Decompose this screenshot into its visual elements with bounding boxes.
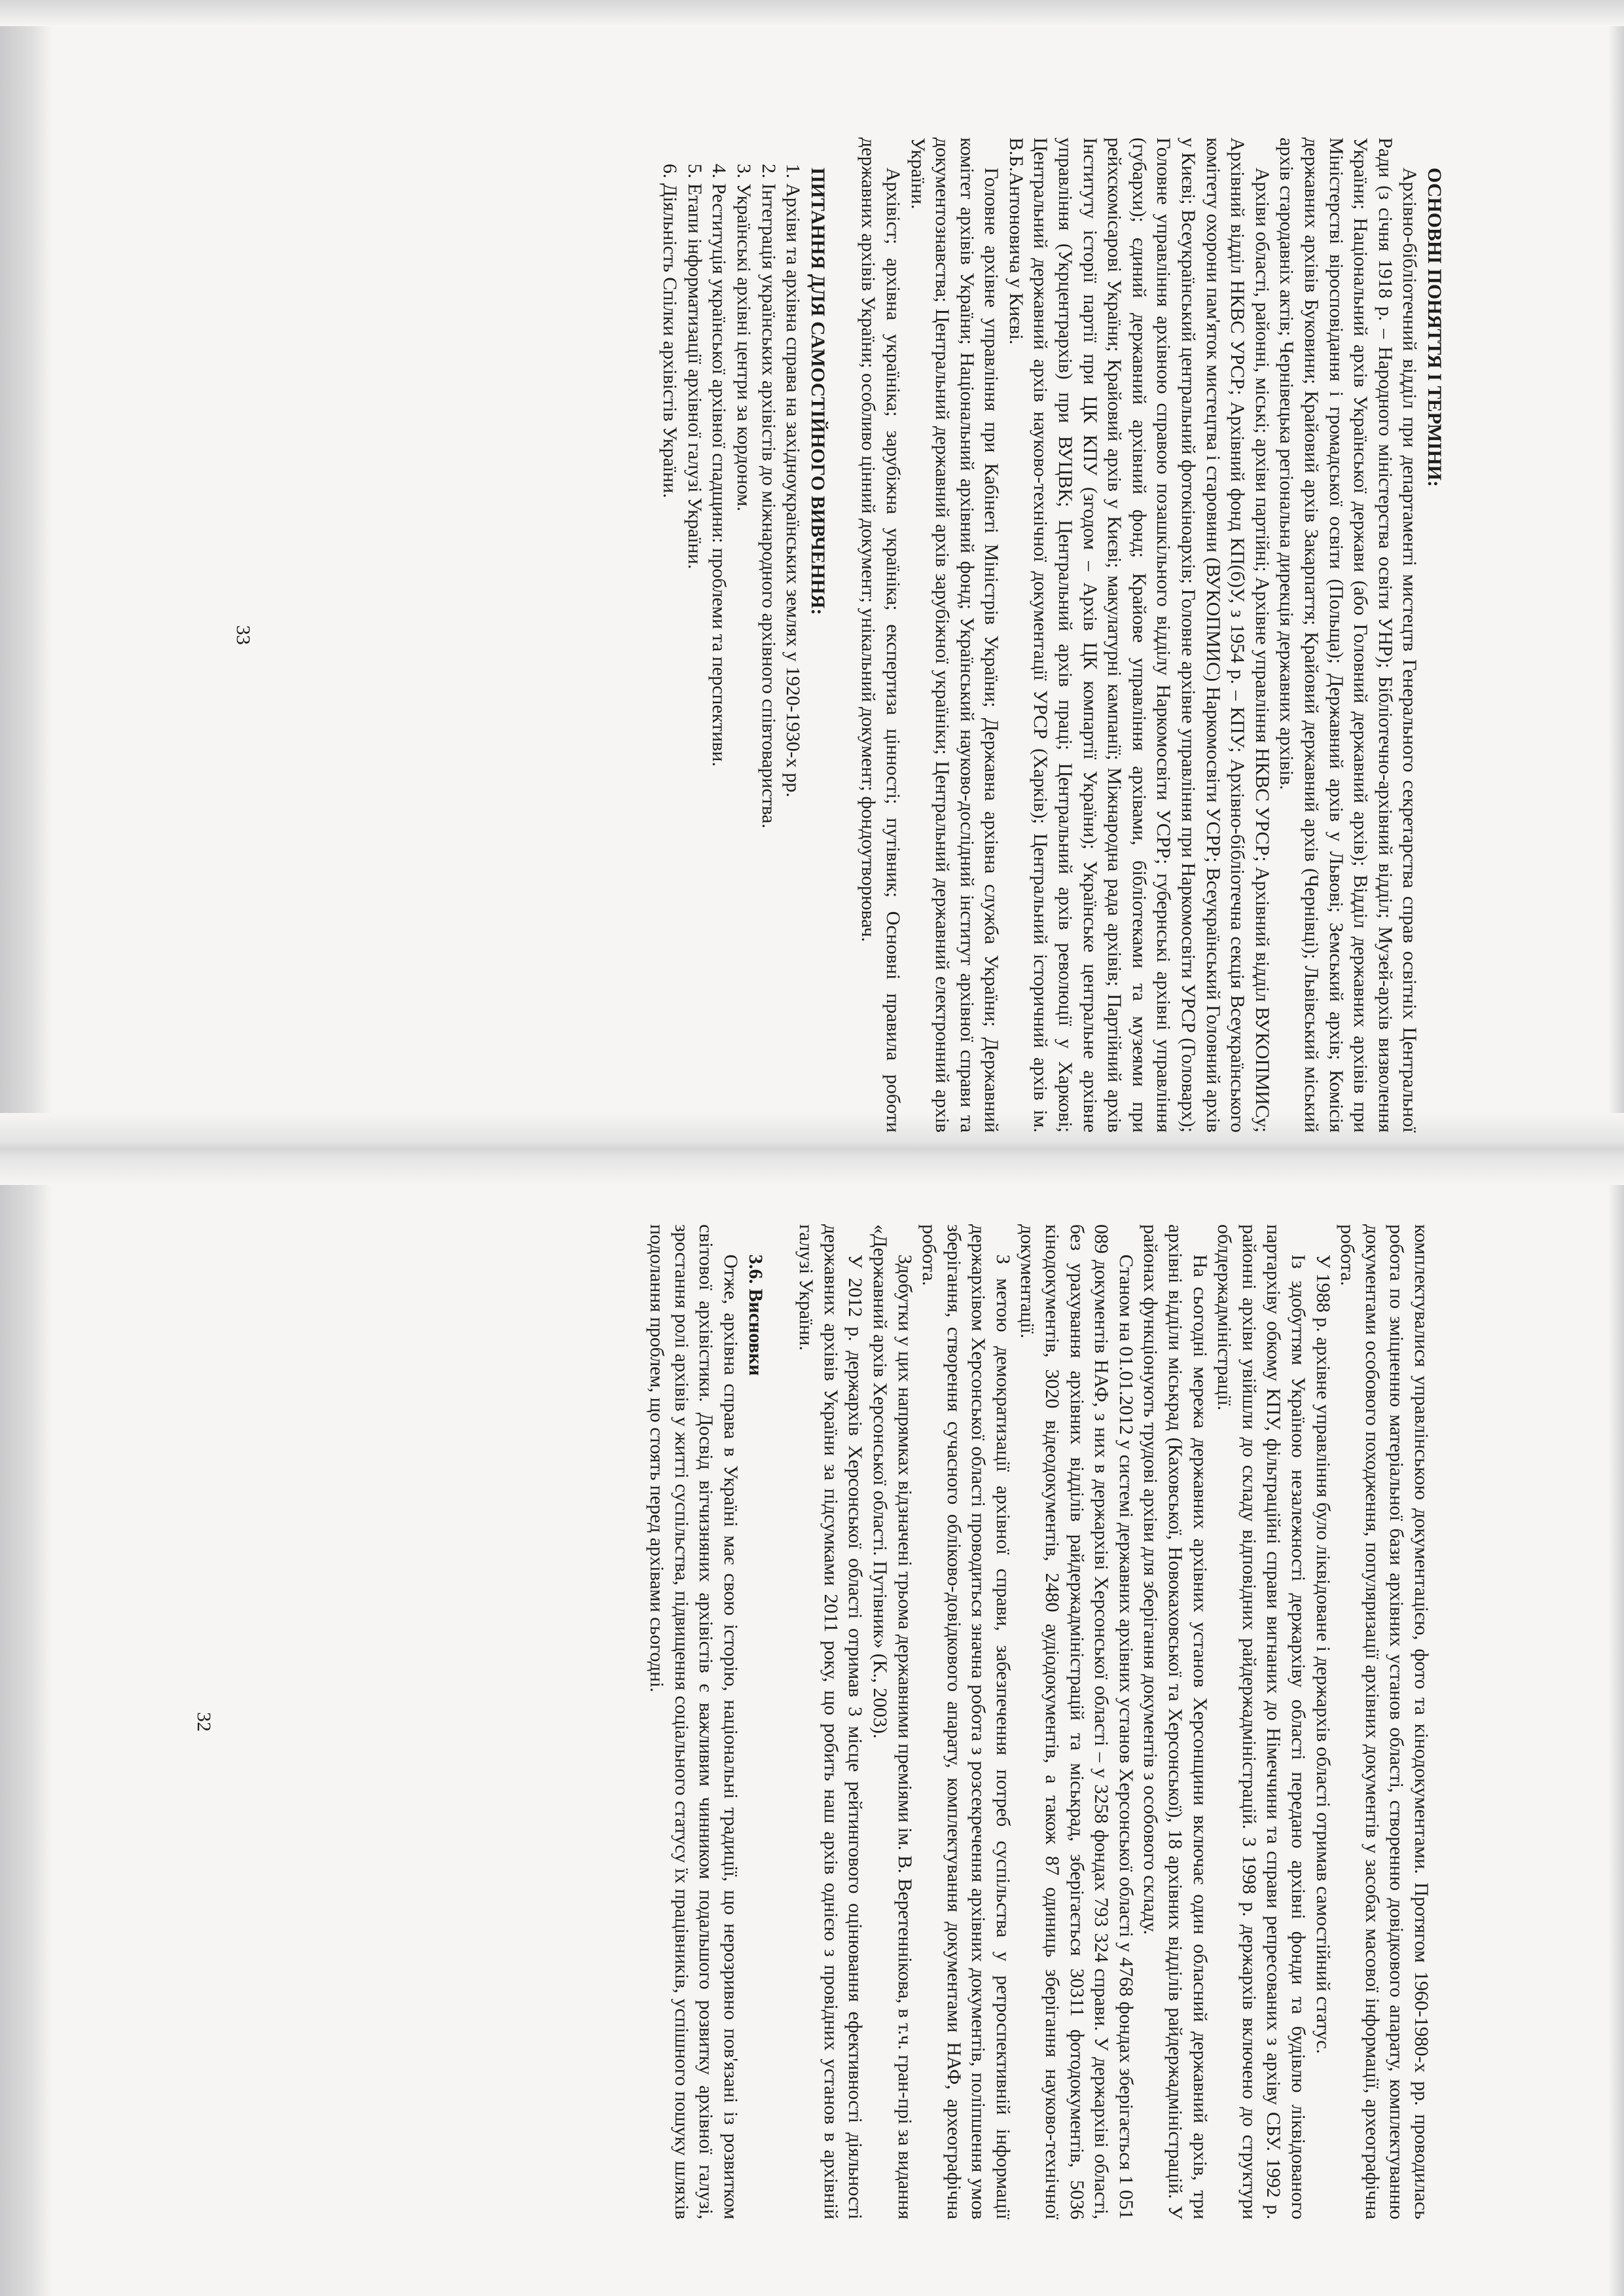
terms-paragraph-4: Архівіст; архівна україніка; зарубіжна україніка; експертиза цінності; путівник; Основні правила роботи державних архівів України; особливо цінний документ; унікальний документ; фондоутворювач.	[857, 137, 904, 1133]
question-item: 1. Архіви та архівна справа на західноукраїнських землях у 1920-1930-х рр.	[782, 164, 804, 797]
question-item: 3. Українські архівні центри за кордоном.	[732, 164, 755, 512]
body-paragraph-2: У 1988 р. архівне управління було ліквідоване і держархів області отримав самостійний статус.	[1312, 1254, 1334, 2054]
body-paragraph-6: З метою демократизації архівної справи, забезпечення потреб суспільства у ретроспективній інформації держархівом Херсонської області проводиться значна робота з розсекречення архівних документів, поліпшення умов зберігання, створення сучасного обліково-довідкового апарату, комплектування документами НАФ, археографічна робота.	[918, 1224, 1014, 2219]
conclusions-heading: 3.6. Висновки	[744, 1254, 767, 1376]
conclusions-paragraph: Отже, архівна справа в Україні має свою історію, національні традиції, що нерозривно пов'язані із розвитком світової архівістики. Досвід вітчизняних архівістів є важливим чинником подальшого розвитку архівної галузі, зростання ролі архівів у житті суспільства, підвищення соціального статусу їх працівників, успішного пошуку шляхів подолання проблем, що стоять перед архівами сьогодні.	[646, 1224, 742, 2219]
question-item: 4. Реституція української архівної спадщини: проблеми та перспективи.	[708, 164, 731, 767]
page-33-content	[658, 137, 1447, 1133]
questions-list	[658, 137, 806, 1133]
question-item: 5. Етапи інформатизації архівної галузі України.	[683, 164, 706, 570]
page-32-content	[645, 1224, 1434, 2219]
body-paragraph-5: Станом на 01.01.2012 у системі державних архівних установ Херсонської області у 4768 фондах зберігається 1 051 089 документів НАФ, з них в держархіві Херсонської області – у 3258 фондах 793 324 справи. У держархіві області, без урахування архівних відділів райдержадміністрацій та міськрад, зберігається 30311 фотодокументів, 5036 кінодокументів, 3020 відеодокументів, 2480 аудіодокументів, а також 87 одиниць зберігання науково-технічної документації.	[1017, 1224, 1137, 2219]
scanner-edge-top	[0, 0, 1624, 26]
terms-heading: ОСНОВНІ ПОНЯТТЯ І ТЕРМІНИ:	[1424, 168, 1445, 487]
question-item: 6. Діяльність Спілки архівістів України.	[659, 164, 681, 498]
body-paragraph-1: комплектувалися управлінською документацією, фото та кінодокументами. Протягом 1960-1980-х рр. проводилась робота по зміцненню матеріальної бази архівних установ області, створенню довідкового апарату, комплектуванню документами особового походження, популяризації архівних документів у засобах масової інформації, археографічна робота.	[1337, 1224, 1432, 2219]
page-33	[164, 137, 1447, 1133]
page-32	[151, 1224, 1434, 2219]
page-number: 32	[193, 1712, 215, 1732]
body-paragraph-4: На сьогодні мережа державних архівних установ Херсонщини включає один обласний державний архів, три архівні відділи міськрад (Каховської, Новокаховської та Херсонської), 18 архівних відділів райдержадміністрацій. У районах функціонують трудові архіви для зберігання документів з особового складу.	[1140, 1224, 1211, 2219]
terms-paragraph-3: Головне архівне управління при Кабінеті Міністрів України; Державна архівна служба України; Державний комітет архівів України; Національний архівний фонд; Український науково-дослідний інститут архівної справи та документознавства; Центральний державний архів зарубіжної україніки; Центральний державний електронний архів України.	[907, 137, 1003, 1133]
terms-paragraph-2: Архіви області, районні, міські; архіви партійні; Архівне управління НКВС УРСР; Архівний відділ ВУКОПМИСу; Архівний відділ НКВС УРСР; Архівний фонд КП(б)У, з 1954 р. – КПУ; Архівно-бібліотечна секція Всеукраїнського комітету охорони пам'яток мистецтва і старовини (ВУКОПМИС) Наркомосвіти УСРР; Всеукраїнський Головний архів у Києві; Всеукраїнський центральний фотокіноархів; Головне архівне управління при Наркомосвіти УРСР (Головарх); Головне управління архівною справою позашкільного відділу Наркомосвіти УСРР; губернські архівні управління (губархи); єдиний державний архівний фонд; Крайове управління архівами, бібліотеками та музеями при рейхскомісарові України; Крайовий архів у Києві; макулатурні кампанії; Міжнародна рада архівів; Партійний архів Інституту історії партії при ЦК КПУ (згодом – Архів ЦК компартії України); Українське центральне архівне управління (Укрцентрархів) при ВУЦВК; Центральний архів праці; Центральний архів революції у Харкові; Центральний державний архів науково-технічної документації УРСР (Харків); Центральний історичний архів ім. В.Б.Антоновича у Києві.	[1005, 137, 1273, 1133]
page-number: 33	[232, 625, 254, 645]
terms-paragraph-1: Архівно-бібліотечний відділ при департаменті мистецтв Генерального секретарства справ освітніх Центральної Ради (з січня 1918 р. – Народного міністерства освіти УНР); Бібліотечно-архівний відділ; Музей-архів визволення України; Національний архів Української держави (або Головний державний архів); Відділ державних архівів при Міністерстві віросповідання і громадської освіти (Польща); Державний архів у Львові; Земський архів; Комісія державних архівів Буковини; Крайовий архів Закарпаття; Крайовий державний архів (Чернівці); Львівський міський архів стародавніх актів; Чернівецька регіональна дирекція державних архівів.	[1276, 137, 1421, 1133]
body-paragraph-7: Здобутки у цих напрямках відзначені трьома державними преміями ім. В. Веретеннікова, в т.ч. гран-прі за видання «Державний архів Херсонської області. Путівник» (К., 2003).	[869, 1224, 916, 2219]
question-item: 2. Інтеграція українських архівістів до міжнародного архівного співтовариства.	[757, 164, 780, 829]
section-gap	[768, 1224, 794, 2219]
questions-heading: ПИТАННЯ ДЛЯ САМОСТІЙНОГО ВИВЧЕННЯ:	[806, 168, 829, 615]
body-paragraph-8: У 2012 р. держархів Херсонської області отримав 3 місце рейтингового оцінювання ефективності діяльності державних архівів України за підсумками 2011 року, що робить наш архів однією з провідних установ в архівній галузі України.	[795, 1224, 867, 2219]
body-paragraph-3: Із здобуттям Україною незалежності держархіву області передано архівні фонди та будівлю ліквідованого партархіву обкому КПУ, фільтраційні справи вигнаних до Німеччини та справи репресованих з архіву СБУ. 1992 р. районні архіви увійшли до складу відповідних райдержадміністрацій. З 1998 р. держархів включено до структури облдержадміністрації.	[1214, 1224, 1310, 2219]
section-gap	[830, 137, 856, 1133]
